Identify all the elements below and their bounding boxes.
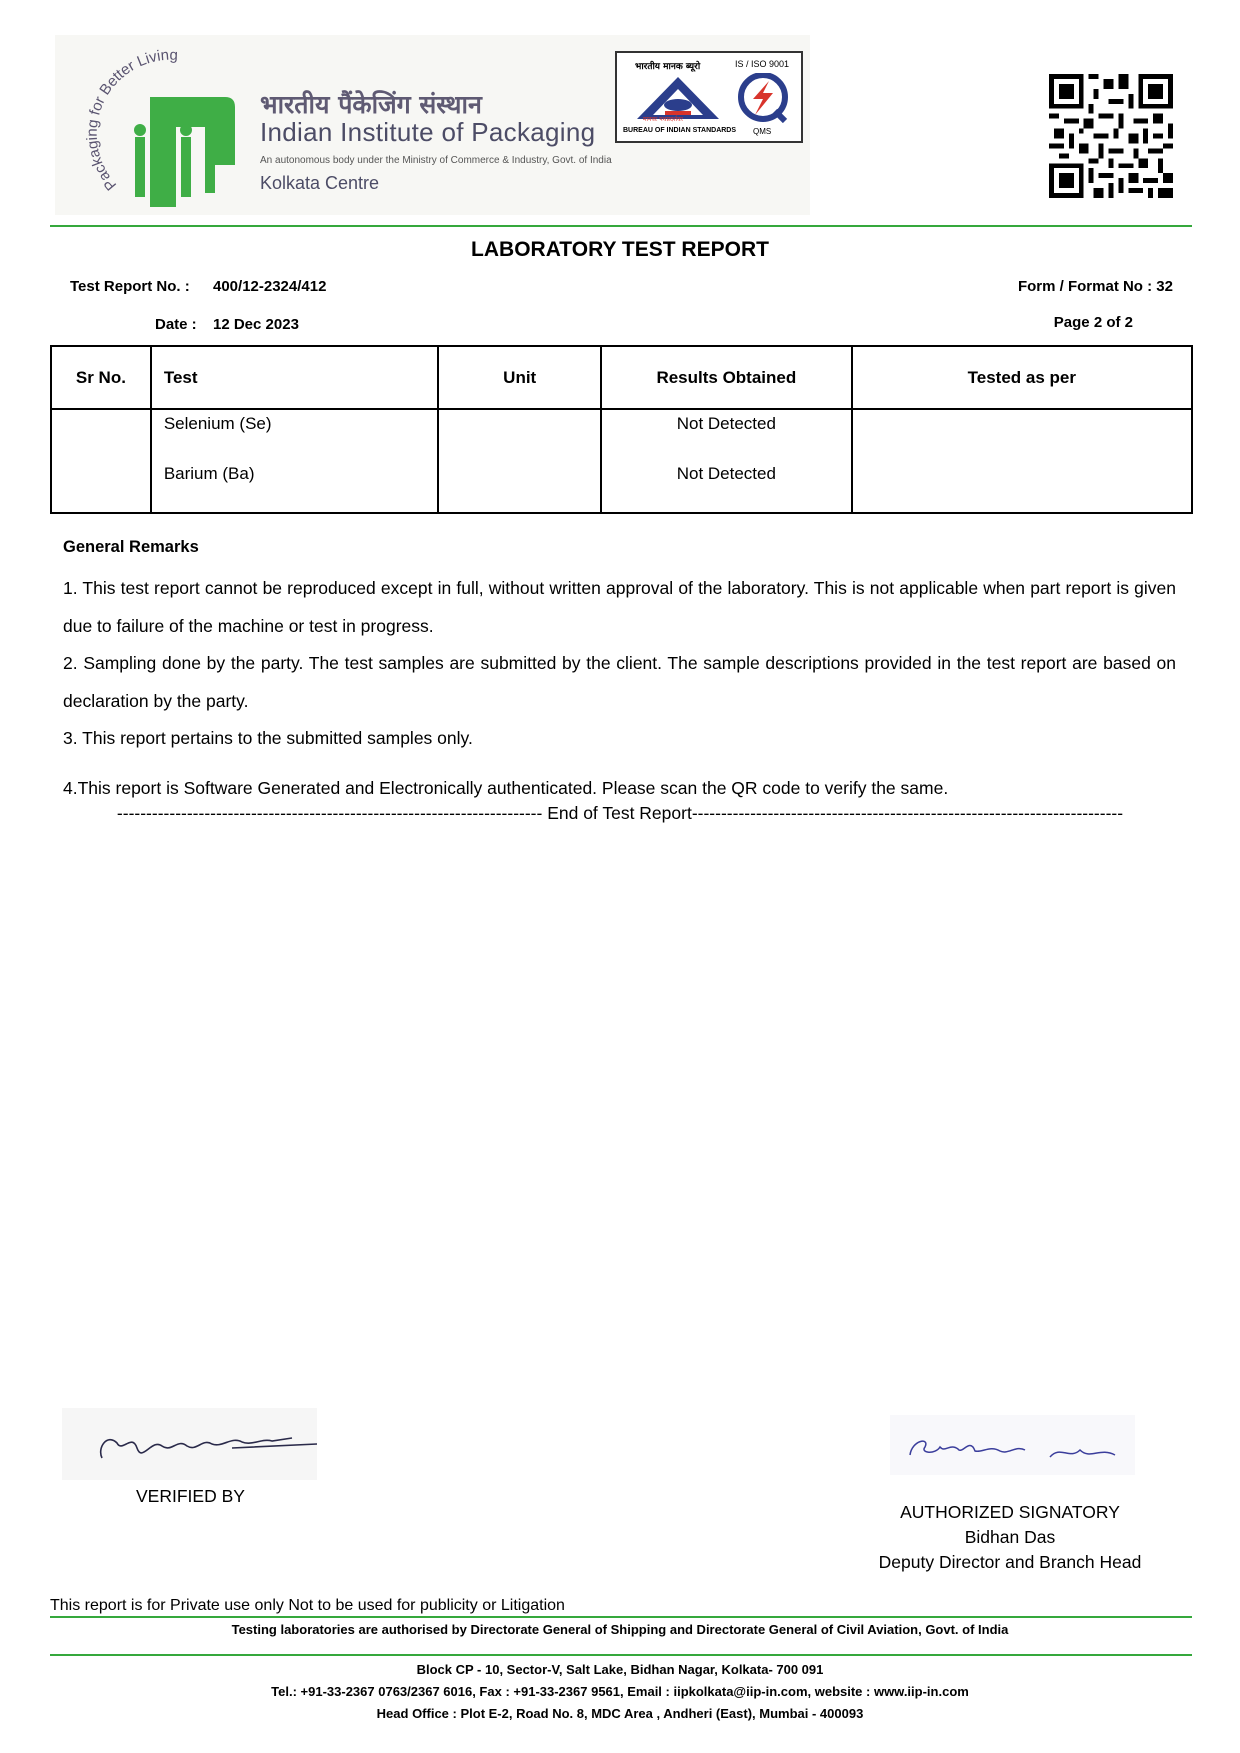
authorized-signature [890, 1415, 1135, 1475]
handwritten-signature-icon [62, 1408, 317, 1480]
column-header-tested-as-per: Tested as per [852, 346, 1192, 409]
sr-no-value [52, 460, 150, 510]
authorisation-note: Testing laboratories are authorised by Directorate General of Shipping and Directorate General of Civil Aviation, Govt. of India [231, 1622, 1009, 1637]
test-cell [151, 409, 439, 513]
test-name: Barium (Ba) [163, 464, 255, 483]
page-number: Page 2 of 2 [1053, 314, 1133, 331]
institute-logo-banner [55, 35, 810, 215]
authorized-name: Bidhan Das [964, 1527, 1056, 1547]
verified-by-label: VERIFIED BY [136, 1486, 245, 1506]
sr-no-cell [51, 409, 151, 513]
authorized-block [860, 1500, 1160, 1575]
autonomous-note: An autonomous body under the Ministry of Commerce & Industry, Govt. of India [260, 155, 612, 166]
footer-divider-top [50, 1616, 1192, 1618]
date-label: Date : [155, 316, 197, 333]
bis-motto: मानकः पथप्रदर्शकः [643, 116, 683, 123]
end-of-report-line: ------------------------------------------------------------------------- End of Test Report-------------------------------------------------------------------------- [116, 803, 1124, 823]
bis-qms-label: QMS [753, 127, 772, 136]
bis-hindi-text: भारतीय मानक ब्यूरो [635, 62, 701, 72]
result-value: Not Detected [676, 414, 776, 433]
remark-item-2: 2. Sampling done by the party. The test samples are submitted by the client. The sample descriptions provided in the test report are based on declaration by the party. [63, 653, 1176, 711]
report-title: LABORATORY TEST REPORT [471, 238, 769, 261]
column-header-results: Results Obtained [601, 346, 852, 409]
column-header-test: Test [151, 346, 439, 409]
private-use-note: This report is for Private use only Not to be used for publicity or Litigation [50, 1597, 565, 1614]
handwritten-signature-icon [890, 1415, 1135, 1475]
institute-name-hindi: भारतीय पैंकेजिंग संस्थान [260, 90, 482, 119]
results-table [50, 345, 1193, 514]
bis-name: BUREAU OF INDIAN STANDARDS [623, 127, 737, 134]
test-name: Selenium (Se) [163, 414, 272, 433]
bis-iso-text: IS / ISO 9001 [735, 59, 790, 69]
address-line: Block CP - 10, Sector-V, Salt Lake, Bidhan Nagar, Kolkata- 700 091 [416, 1662, 824, 1677]
contact-line: Tel.: +91-33-2367 0763/2367 6016, Fax : +91-33-2367 9561, Email : iipkolkata@iip-in.com, website : www.iip-in.com [271, 1684, 969, 1699]
authorized-title: Deputy Director and Branch Head [878, 1552, 1142, 1572]
remarks-heading: General Remarks [63, 538, 199, 556]
report-number-label: Test Report No. : [70, 278, 190, 295]
column-header-sr-no: Sr No. [51, 346, 151, 409]
remark-item-4: 4.This report is Software Generated and Electronically authenticated. Please scan the QR code to verify the same. [63, 778, 949, 798]
tested-as-per-cell [852, 409, 1192, 513]
header-divider [50, 225, 1192, 227]
qms-icon [735, 73, 791, 123]
centre-name: Kolkata Centre [260, 173, 380, 193]
iip-logo-icon [55, 35, 265, 215]
report-date: 12 Dec 2023 [213, 316, 299, 333]
table-row [51, 409, 1192, 513]
sr-no-value [52, 410, 150, 460]
form-number: Form / Format No : 32 [1017, 278, 1173, 295]
method-value [853, 410, 1191, 460]
column-header-unit: Unit [438, 346, 601, 409]
verified-signature [62, 1408, 317, 1480]
footer-divider-bottom [50, 1654, 1192, 1656]
head-office-line: Head Office : Plot E-2, Road No. 8, MDC Area , Andheri (East), Mumbai - 400093 [376, 1706, 864, 1721]
unit-value [439, 410, 600, 460]
method-value [853, 460, 1191, 510]
result-cell [601, 409, 852, 513]
unit-cell [438, 409, 601, 513]
report-number: 400/12-2324/412 [213, 278, 327, 295]
logo-tagline: Packaging for Better Living [83, 46, 179, 194]
institute-name-english: Indian Institute of Packaging [260, 117, 596, 147]
result-value: Not Detected [676, 464, 776, 483]
remark-item-1: 1. This test report cannot be reproduced except in full, without written approval of the laboratory. This is not applicable when part report is given due to failure of the machine or test in progress. [63, 578, 1176, 636]
authorized-label: AUTHORIZED SIGNATORY [900, 1502, 1120, 1522]
unit-value [439, 460, 600, 510]
remark-item-3: 3. This report pertains to the submitted samples only. [63, 728, 473, 748]
qr-code-icon[interactable] [1044, 74, 1178, 198]
table-header-row [51, 346, 1192, 409]
bis-certification-mark [615, 51, 803, 143]
